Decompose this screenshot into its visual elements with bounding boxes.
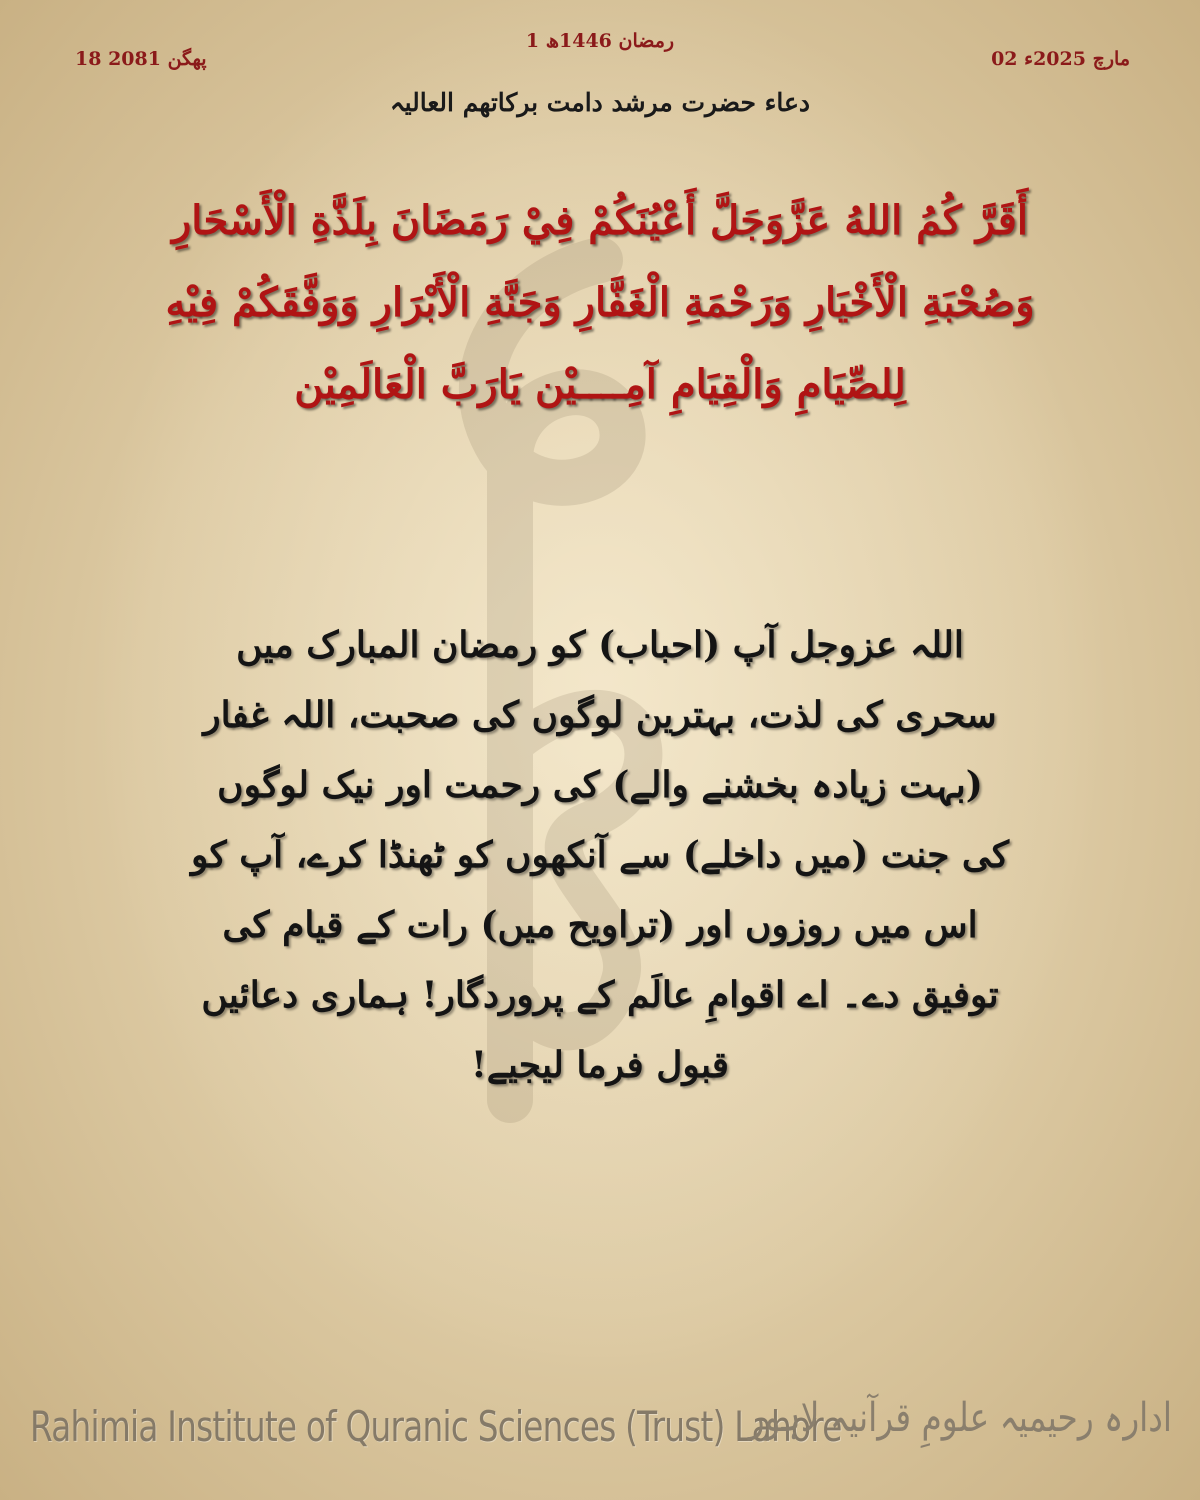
institute-name-english: Rahimia Institute of Quranic Sciences (Trust) Lahore xyxy=(30,1402,842,1451)
gregorian-date: 02 مارچ 2025ء xyxy=(991,48,1130,70)
dua-subtitle: دعاء حضرت مرشد دامت برکاتھم العالیہ xyxy=(389,88,811,117)
arabic-dua: أَقَرَّ كُمُ اللهُ عَزَّوَجَلَّ أَعْيُنَكُمْ فِيْ رَمَضَانَ بِلَذَّةِ الْأَسْحَارِ وَصُحْبَةِ الْأَخْيَارِ وَرَحْمَةِ الْغَفَّارِ وَجَنَّةِ الْأَبْرَارِ وَوَفَّقَكُمْ فِيْهِ لِلصِّيَامِ وَالْقِيَامِ آمِــــيْن يَارَبَّ الْعَالَمِيْن xyxy=(165,197,1035,408)
bikrami-date: 18 پھگن 2081 xyxy=(75,48,207,70)
hijri-date: 1 رمضان 1446ھ xyxy=(525,30,675,52)
institute-logo xyxy=(748,1395,1172,1465)
urdu-translation: اللہ عزوجل آپ (احباب) کو رمضان المبارک میں سحری کی لذت، بہترین لوگوں کی صحبت، اللہ غفار (بہت زیادہ بخشنے والے) کی رحمت اور نیک لوگوں کی جنت (میں داخلے) سے آنکھوں کو ٹھنڈا کرے، آپ کو اس میں روزوں اور (تراویح میں) رات کے قیام کی توفیق دے۔ اے اقوامِ عالَم کے پروردگار! ہماری دعائیں قبول فرما لیجیے! xyxy=(190,624,1010,1086)
institute-name-urdu: ادارہ رحیمیہ علومِ قرآنیہ لاہور xyxy=(748,1395,1172,1441)
